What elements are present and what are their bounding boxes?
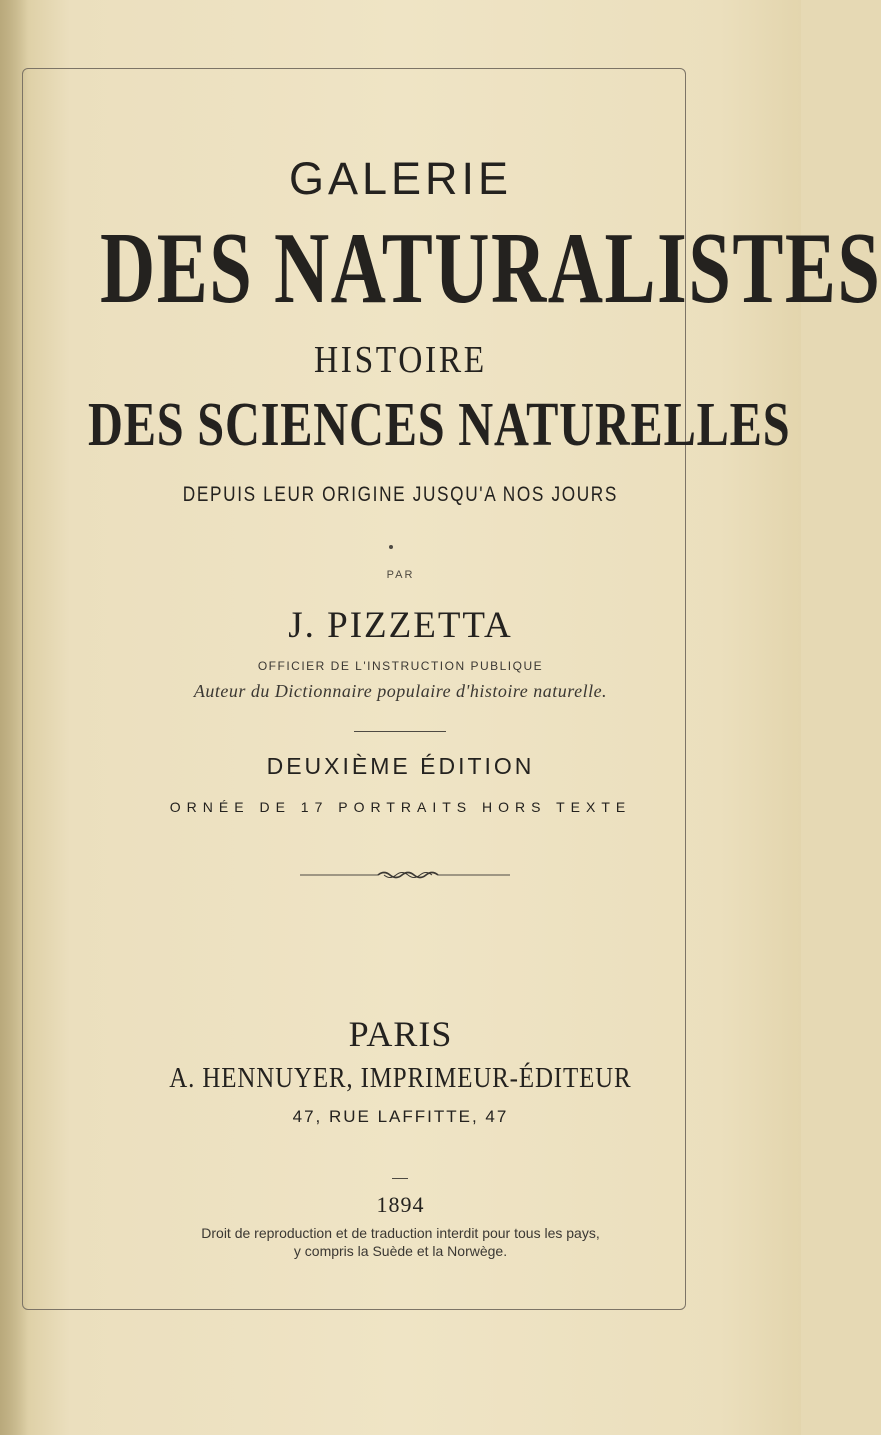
subtitle-histoire: HISTOIRE: [314, 339, 487, 381]
imprint-publisher: A. HENNUYER, IMPRIMEUR-ÉDITEUR: [169, 1062, 632, 1094]
imprint-city: PARIS: [348, 1014, 453, 1054]
by-label: PAR: [386, 569, 415, 581]
rights-notice-line-1: Droit de reproduction et de traduction interdit pour tous les pays,: [201, 1225, 600, 1241]
ink-speck: [389, 545, 393, 549]
author-name: J. PIZZETTA: [288, 605, 513, 646]
imprint-address: 47, RUE LAFFITTE, 47: [292, 1107, 509, 1126]
short-rule: [392, 1178, 408, 1179]
rights-notice-line-2: y compris la Suède et la Norwège.: [293, 1243, 508, 1259]
subtitle-depuis: DEPUIS LEUR ORIGINE JUSQU'A NOS JOURS: [182, 483, 619, 506]
illustrations-label: ORNÉE DE 17 PORTRAITS HORS TEXTE: [169, 799, 632, 815]
ornamental-divider: [300, 868, 510, 882]
imprint-year: 1894: [376, 1192, 425, 1217]
edition-label: DEUXIÈME ÉDITION: [266, 753, 535, 779]
divider-rule: [354, 731, 446, 732]
author-credit: Auteur du Dictionnaire populaire d'histoire naturelle.: [193, 681, 608, 701]
series-title-naturalistes: DES NATURALISTES: [100, 212, 881, 325]
subtitle-sciences-naturelles: DES SCIENCES NATURELLES: [88, 391, 791, 459]
author-title: OFFICIER DE L'INSTRUCTION PUBLIQUE: [257, 659, 544, 673]
series-title-galerie: GALERIE: [288, 153, 513, 204]
